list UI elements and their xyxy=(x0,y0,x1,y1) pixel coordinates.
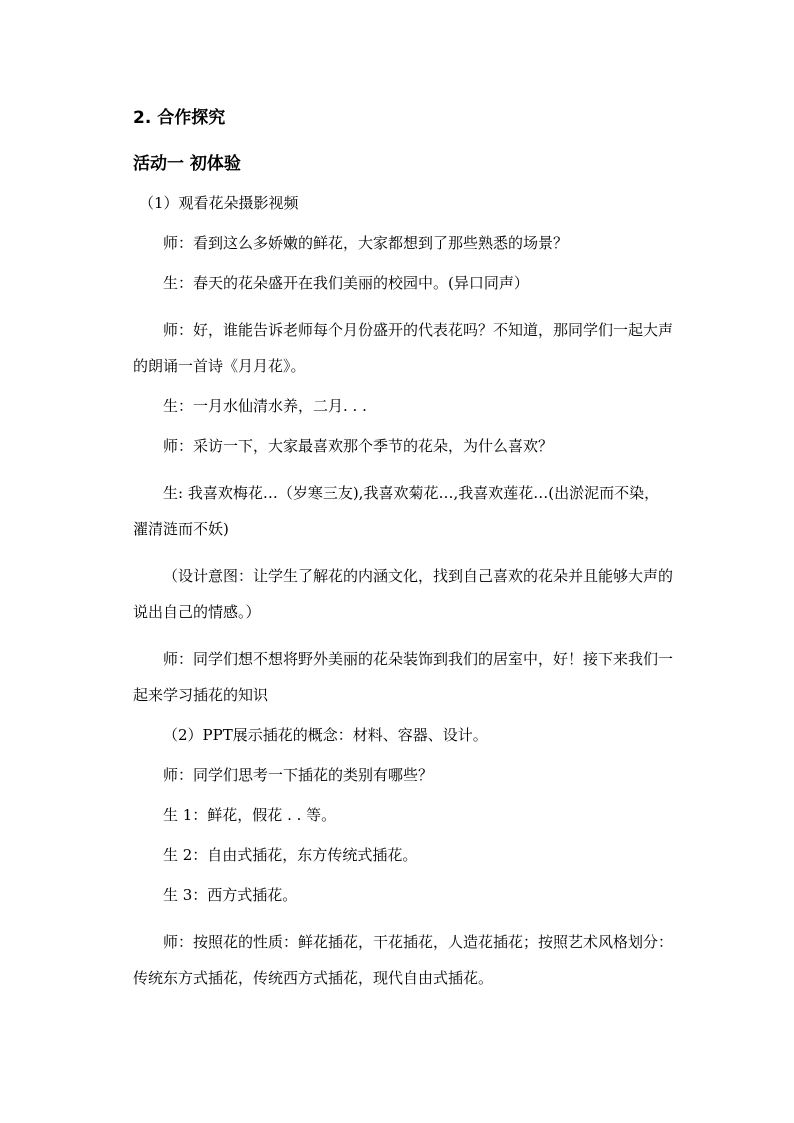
paragraph-student-1: 生 1：鲜花，假花 . . 等。 xyxy=(163,806,337,824)
paragraph-teacher-transition: 师：同学们想不想将野外美丽的花朵装饰到我们的居室中，好！接下来我们一起来学习插花的知识 xyxy=(133,650,674,704)
paragraph-teacher-question-4: 师：同学们思考一下插花的类别有哪些？ xyxy=(163,766,434,784)
paragraph-student-answer-3: 生: 我喜欢梅花…（岁寒三友),我喜欢菊花…,我喜欢莲花…(出淤泥而不染，濯清涟而不妖) xyxy=(133,484,660,538)
paragraph-student-2: 生 2：自由式插花，东方传统式插花。 xyxy=(163,846,418,864)
paragraph-ppt-concept: （2）PPT展示插花的概念：材料、容器、设计。 xyxy=(163,726,488,744)
paragraph-teacher-question-1: 师：看到这么多娇嫩的鲜花，大家都想到了那些熟悉的场景？ xyxy=(163,234,569,252)
paragraph-student-3: 生 3：西方式插花。 xyxy=(163,886,298,904)
paragraph-video: （1）观看花朵摄影视频 xyxy=(139,194,299,212)
section-heading: 2. 合作探究 xyxy=(133,108,226,128)
paragraph-student-answer-1: 生：春天的花朵盛开在我们美丽的校园中。(异口同声） xyxy=(163,274,529,292)
activity-heading: 活动一 初体验 xyxy=(133,154,241,174)
paragraph-teacher-summary: 师：按照花的性质：鲜花插花，干花插花，人造花插花；按照艺术风格划分：传统东方式插花，传统西方式插花，现代自由式插花。 xyxy=(133,933,674,987)
paragraph-teacher-question-2: 师：好，谁能告诉老师每个月份盛开的代表花吗？不知道，那同学们一起大声的朗诵一首诗《月月花》。 xyxy=(133,321,674,375)
paragraph-student-answer-2: 生：一月水仙清水养，二月. . . xyxy=(163,397,367,415)
paragraph-design-intent: （设计意图：让学生了解花的内涵文化，找到自己喜欢的花朵并且能够大声的说出自己的情感。） xyxy=(133,567,674,621)
paragraph-teacher-question-3: 师：采访一下，大家最喜欢那个季节的花朵，为什么喜欢？ xyxy=(163,437,554,455)
document-body xyxy=(133,104,673,1007)
